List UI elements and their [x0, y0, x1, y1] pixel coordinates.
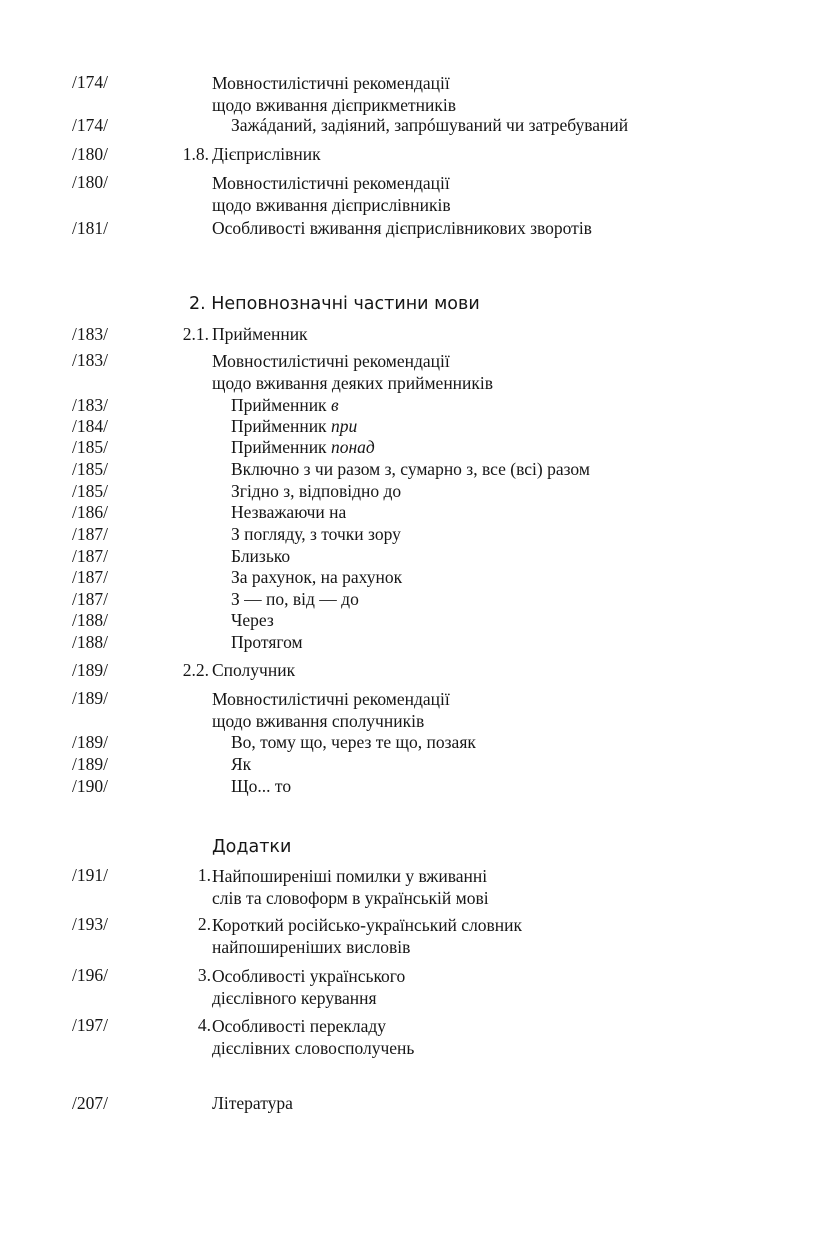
entry-title: Дієприслівник [212, 144, 321, 164]
entry-title: Включно з чи разом з, сумарно з, все (всі) разом [231, 459, 590, 479]
page-number: /185/ [72, 459, 108, 479]
entry-title: Через [231, 610, 274, 630]
entry-title: Мовностилістичні рекомендації щодо вживання дієприслівників [212, 173, 451, 215]
page-number: /187/ [72, 524, 108, 544]
entry-title: Сполучник [212, 660, 296, 680]
entry-title: Прийменник понад [231, 437, 375, 457]
entry-title: Як [231, 754, 252, 774]
entry-title: З — по, від — до [231, 589, 359, 609]
page-number: /196/ [72, 965, 108, 985]
page-number: /190/ [72, 776, 108, 796]
appendix-number: 2. [197, 914, 211, 934]
entry-title: Згідно з, відповідно до [231, 481, 402, 501]
entry-title: Що... то [231, 776, 292, 796]
appendix-title: Додатки [212, 837, 292, 857]
page-number: /180/ [72, 172, 108, 192]
appendix-number: 1. [197, 865, 211, 885]
page-number: /187/ [72, 546, 108, 566]
entry-title: Найпоширеніші помилки у вживанні слів та словоформ в українській мові [212, 866, 489, 908]
entry-title: Мовностилістичні рекомендації щодо вживання дієприкметників [212, 73, 457, 115]
entry-title: Мовностилістичні рекомендації щодо вживання деяких прийменників [212, 351, 494, 393]
entry-title: Особливості вживання дієприслівникових зворотів [212, 218, 592, 238]
entry-title: Мовностилістичні рекомендації щодо вживання сполучників [212, 689, 450, 731]
section-2-title: 2. Неповнозначні частини мови [189, 294, 480, 314]
entry-title: За рахунок, на рахунок [231, 567, 403, 587]
page-number: /189/ [72, 688, 108, 708]
entry-title: Прийменник в [231, 395, 339, 415]
page-number: /183/ [72, 350, 108, 370]
page-number: /189/ [72, 754, 108, 774]
entry-title: Особливості українського дієслівного керування [212, 966, 406, 1008]
page-number: /183/ [72, 395, 108, 415]
page-number: /193/ [72, 914, 108, 934]
section-number: 2.1. [182, 324, 209, 344]
page-number: /189/ [72, 660, 108, 680]
page-number: /185/ [72, 437, 108, 457]
entry-title: Близько [231, 546, 291, 566]
page-number: /189/ [72, 732, 108, 752]
page-number: /191/ [72, 865, 108, 885]
entry-title: Протягом [231, 632, 303, 652]
section-number: 2.2. [182, 660, 209, 680]
appendix-number: 3. [197, 965, 211, 985]
section-number: 1.8. [182, 144, 209, 164]
entry-title: Незважаючи на [231, 502, 347, 522]
appendix-number: 4. [197, 1015, 211, 1035]
page-number: /188/ [72, 610, 108, 630]
entry-title: Прийменник [212, 324, 308, 344]
page-number: /187/ [72, 589, 108, 609]
page-number: /181/ [72, 218, 108, 238]
page-number: /185/ [72, 481, 108, 501]
page-number: /174/ [72, 72, 108, 92]
entry-title: Література [212, 1093, 293, 1113]
page-number: /174/ [72, 115, 108, 135]
entry-title: Зажáданий, задіяний, запрóшуваний чи затребуваний [231, 115, 629, 135]
page-number: /183/ [72, 324, 108, 344]
page-number: /180/ [72, 144, 108, 164]
page-number: /188/ [72, 632, 108, 652]
page-number: /207/ [72, 1093, 108, 1113]
entry-title: З погляду, з точки зору [231, 524, 401, 544]
entry-title: Прийменник при [231, 416, 358, 436]
entry-title: Короткий російсько-український словник найпоширеніших висловів [212, 915, 523, 957]
entry-title: Во, тому що, через те що, позаяк [231, 732, 476, 752]
page-number: /197/ [72, 1015, 108, 1035]
page-number: /186/ [72, 502, 108, 522]
entry-title: Особливості перекладу дієслівних словосполучень [212, 1016, 415, 1058]
page-number: /187/ [72, 567, 108, 587]
page-number: /184/ [72, 416, 108, 436]
